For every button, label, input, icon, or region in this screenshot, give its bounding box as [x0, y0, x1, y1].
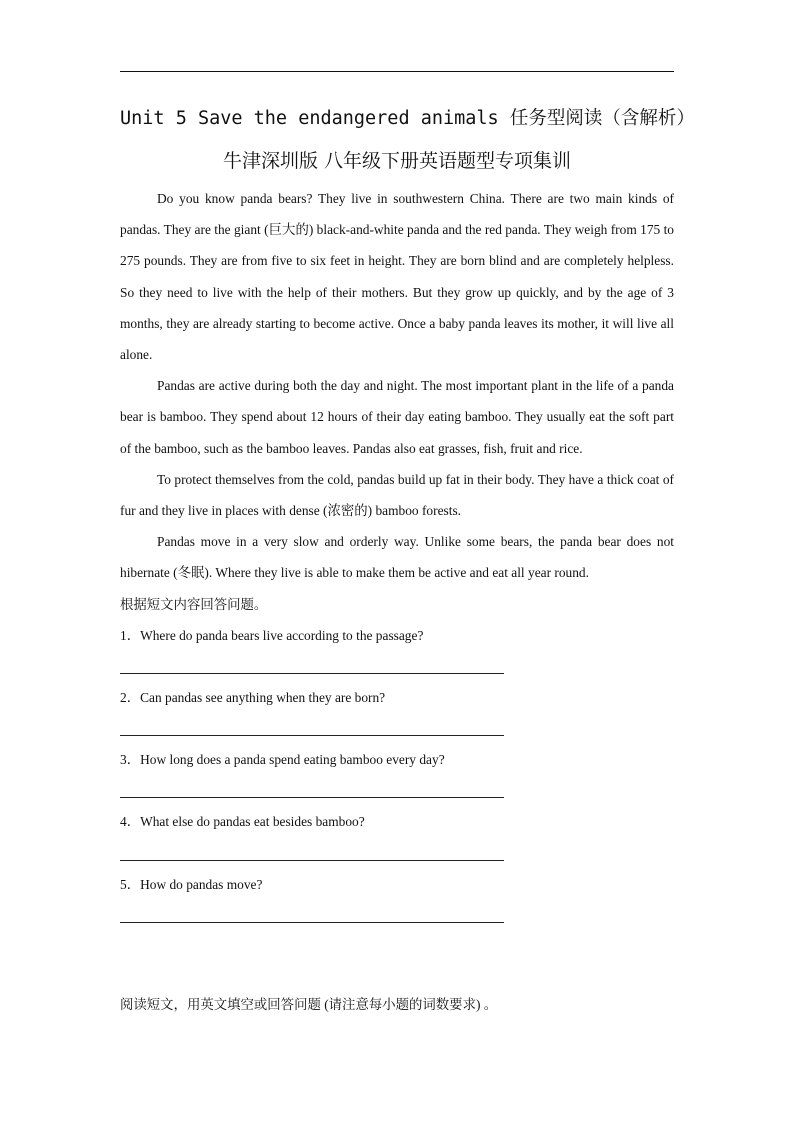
header-rule [120, 71, 674, 72]
passage-paragraph-2: Pandas are active during both the day and night. The most important plant in the life of a panda bear is bamboo. They spend about 12 hours of their day eating bamboo. They usually eat the soft part of the bamboo, such as the bamboo leaves. Pandas also eat grasses, fish, fruit and rice. [120, 378, 674, 456]
question-text: 3．How long does a panda spend eating bamboo every day? [120, 752, 445, 768]
passage-paragraph-3: To protect themselves from the cold, pandas build up fat in their body. They have a thick coat of fur and they live in places with dense (浓密的) bamboo forests. [120, 471, 674, 519]
question-text: 5．How do pandas move? [120, 876, 263, 892]
document-title: Unit 5 Save the endangered animals 任务型阅读（含解析） [120, 108, 695, 129]
question-text: 1．Where do panda bears live according to the passage? [120, 627, 424, 643]
answer-line-2[interactable] [120, 735, 504, 736]
question-5 [120, 869, 674, 923]
document-subtitle: 牛津深圳版 八年级下册英语题型专项集训 [222, 150, 572, 172]
question-1 [120, 620, 674, 674]
passage-paragraph-1: Do you know panda bears? They live in southwestern China. There are two main kinds of pandas. They are the giant (巨大的) black-and-white panda and the red panda. They weigh from 175 to 275 pounds. They are from five to six feet in height. They are born blind and are completely helpless. So they need to live with the help of their mothers. But they grow up quickly, and by the age of 3 months, they are already starting to become active. Once a baby panda leaves its mother, it will live all alone. [120, 191, 674, 363]
answer-line-4[interactable] [120, 860, 504, 861]
question-text: 4．What else do pandas eat besides bamboo? [120, 814, 365, 830]
next-section-instruction: 阅读短文，用英文填空或回答问题 (请注意每小题的词数要求) 。 [120, 997, 498, 1012]
answer-line-1[interactable] [120, 673, 504, 674]
answer-line-3[interactable] [120, 797, 504, 798]
question-3 [120, 744, 674, 798]
section-instruction: 根据短文内容回答问题。 [120, 596, 268, 612]
question-text: 2．Can pandas see anything when they are born? [120, 690, 386, 706]
document-body [120, 183, 674, 931]
question-4 [120, 806, 674, 860]
question-2 [120, 682, 674, 736]
passage-paragraph-4: Pandas move in a very slow and orderly way. Unlike some bears, the panda bear does not hibernate (冬眠). Where they live is able to make them be active and eat all year round. [120, 534, 674, 581]
answer-line-5[interactable] [120, 922, 504, 923]
